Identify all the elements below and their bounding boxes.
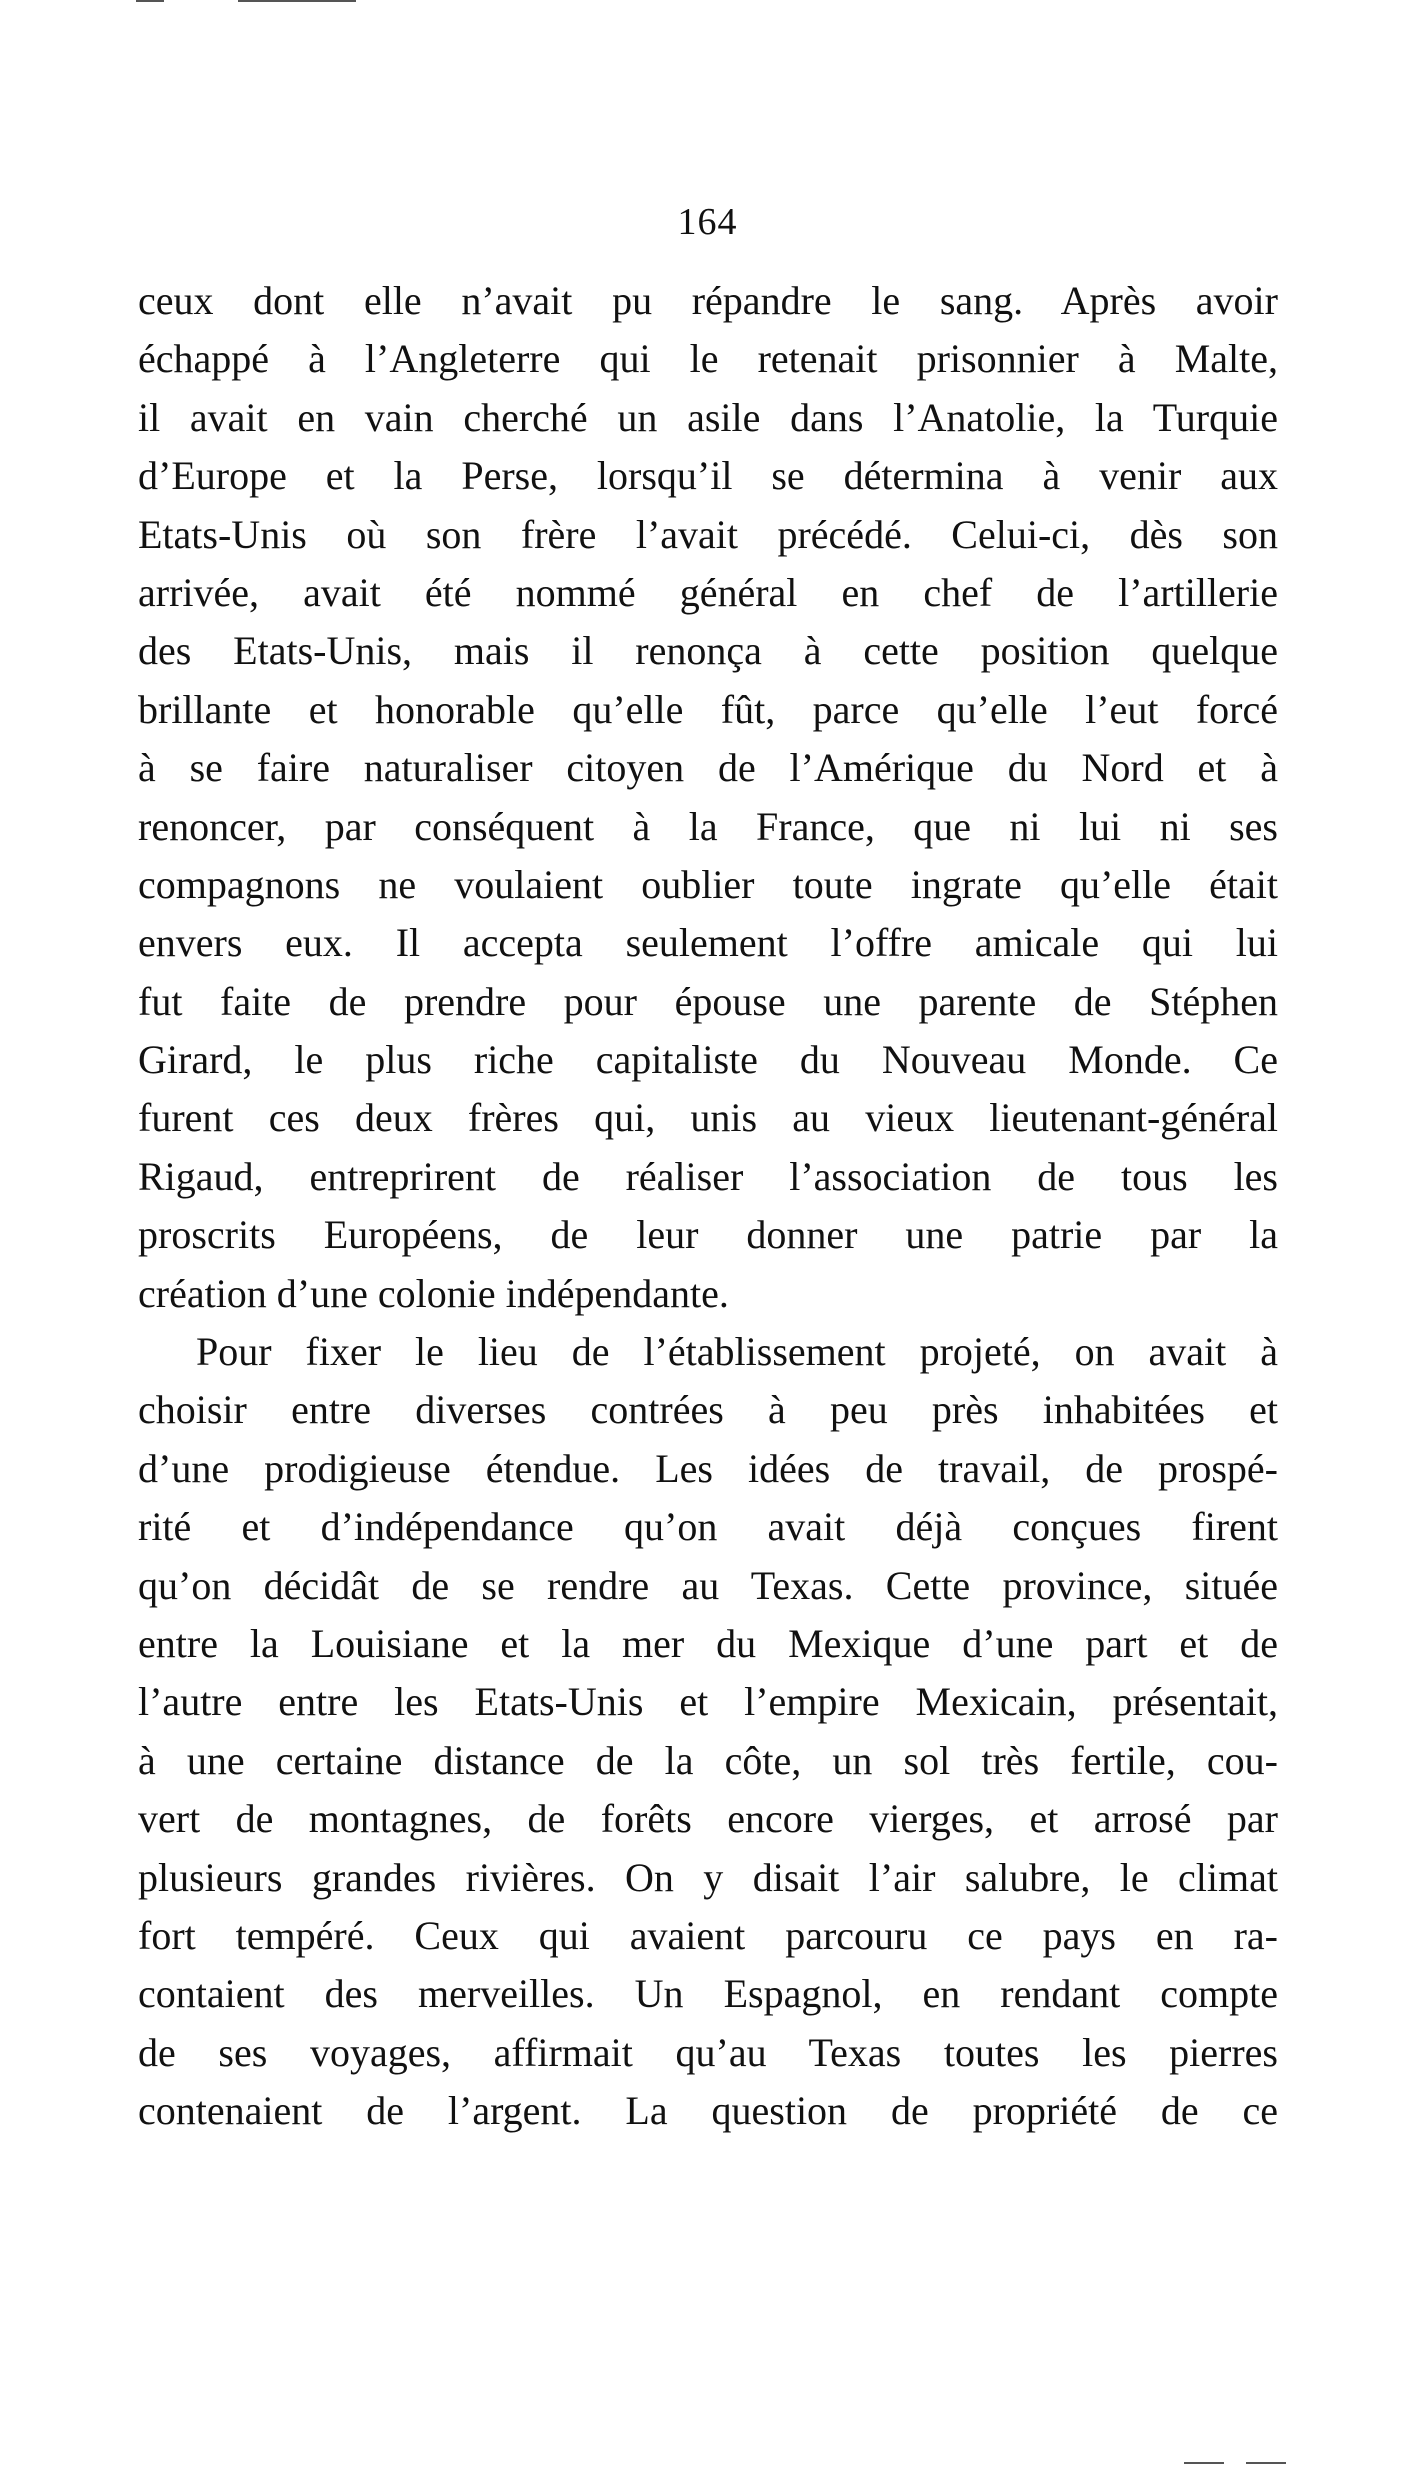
text-line: envers eux. Il accepta seulement l’offre amicale qui lui <box>138 920 1278 966</box>
text-line: à une certaine distance de la côte, un sol très fertile, cou- <box>138 1737 1278 1783</box>
text-line: rité et d’indépendance qu’on avait déjà conçues firent <box>138 1504 1278 1550</box>
text-line: d’Europe et la Perse, lorsqu’il se détermina à venir aux <box>138 453 1278 499</box>
paragraph-1 <box>138 272 1278 1323</box>
text-line: Pour fixer le lieu de l’établissement projeté, on avait à <box>196 1329 1278 1375</box>
text-line: d’une prodigieuse étendue. Les idées de travail, de prospé- <box>138 1445 1278 1491</box>
text-line: proscrits Européens, de leur donner une patrie par la <box>138 1212 1278 1258</box>
text-line: Girard, le plus riche capitaliste du Nouveau Monde. Ce <box>138 1037 1278 1083</box>
paragraph-2 <box>138 1323 1278 2140</box>
text-line: arrivée, avait été nommé général en chef de l’artillerie <box>138 569 1278 615</box>
text-line: création d’une colonie indépendante. <box>138 1270 729 1316</box>
text-line: furent ces deux frères qui, unis au vieux lieutenant-général <box>138 1095 1278 1141</box>
text-line: compagnons ne voulaient oublier toute ingrate qu’elle était <box>138 861 1278 907</box>
bottom-edge-rule <box>1246 2462 1286 2464</box>
text-line: il avait en vain cherché un asile dans l’Anatolie, la Turquie <box>138 394 1278 440</box>
text-line: de ses voyages, affirmait qu’au Texas toutes les pierres <box>138 2029 1278 2075</box>
text-line: échappé à l’Angleterre qui le retenait prisonnier à Malte, <box>138 336 1278 382</box>
text-line: brillante et honorable qu’elle fût, parce qu’elle l’eut forcé <box>138 686 1278 732</box>
bottom-edge-rule <box>1184 2462 1224 2464</box>
text-line: entre la Louisiane et la mer du Mexique d’une part et de <box>138 1620 1278 1666</box>
text-line: l’autre entre les Etats-Unis et l’empire Mexicain, présentait, <box>138 1679 1278 1725</box>
top-edge-rule <box>238 0 356 2</box>
text-line: fut faite de prendre pour épouse une parente de Stéphen <box>138 978 1278 1024</box>
body-text <box>138 272 1278 2141</box>
page-number: 164 <box>677 201 738 243</box>
text-line: contaient des merveilles. Un Espagnol, en rendant compte <box>138 1971 1278 2017</box>
text-line: choisir entre diverses contrées à peu près inhabitées et <box>138 1387 1278 1433</box>
text-line: plusieurs grandes rivières. On y disait l’air salubre, le climat <box>138 1854 1278 1900</box>
text-line: Etats-Unis où son frère l’avait précédé. Celui-ci, dès son <box>138 511 1278 557</box>
text-line: contenaient de l’argent. La question de propriété de ce <box>138 2088 1278 2134</box>
text-line: des Etats-Unis, mais il renonça à cette position quelque <box>138 628 1278 674</box>
text-line: à se faire naturaliser citoyen de l’Amérique du Nord et à <box>138 745 1278 791</box>
top-edge-rule <box>136 0 164 2</box>
text-line: renoncer, par conséquent à la France, que ni lui ni ses <box>138 803 1278 849</box>
text-line: fort tempéré. Ceux qui avaient parcouru ce pays en ra- <box>138 1912 1278 1958</box>
text-line: Rigaud, entreprirent de réaliser l’association de tous les <box>138 1153 1278 1199</box>
text-line: ceux dont elle n’avait pu répandre le sang. Après avoir <box>138 278 1278 323</box>
text-line: qu’on décidât de se rendre au Texas. Cette province, située <box>138 1562 1278 1608</box>
text-line: vert de montagnes, de forêts encore vierges, et arrosé par <box>138 1796 1278 1842</box>
